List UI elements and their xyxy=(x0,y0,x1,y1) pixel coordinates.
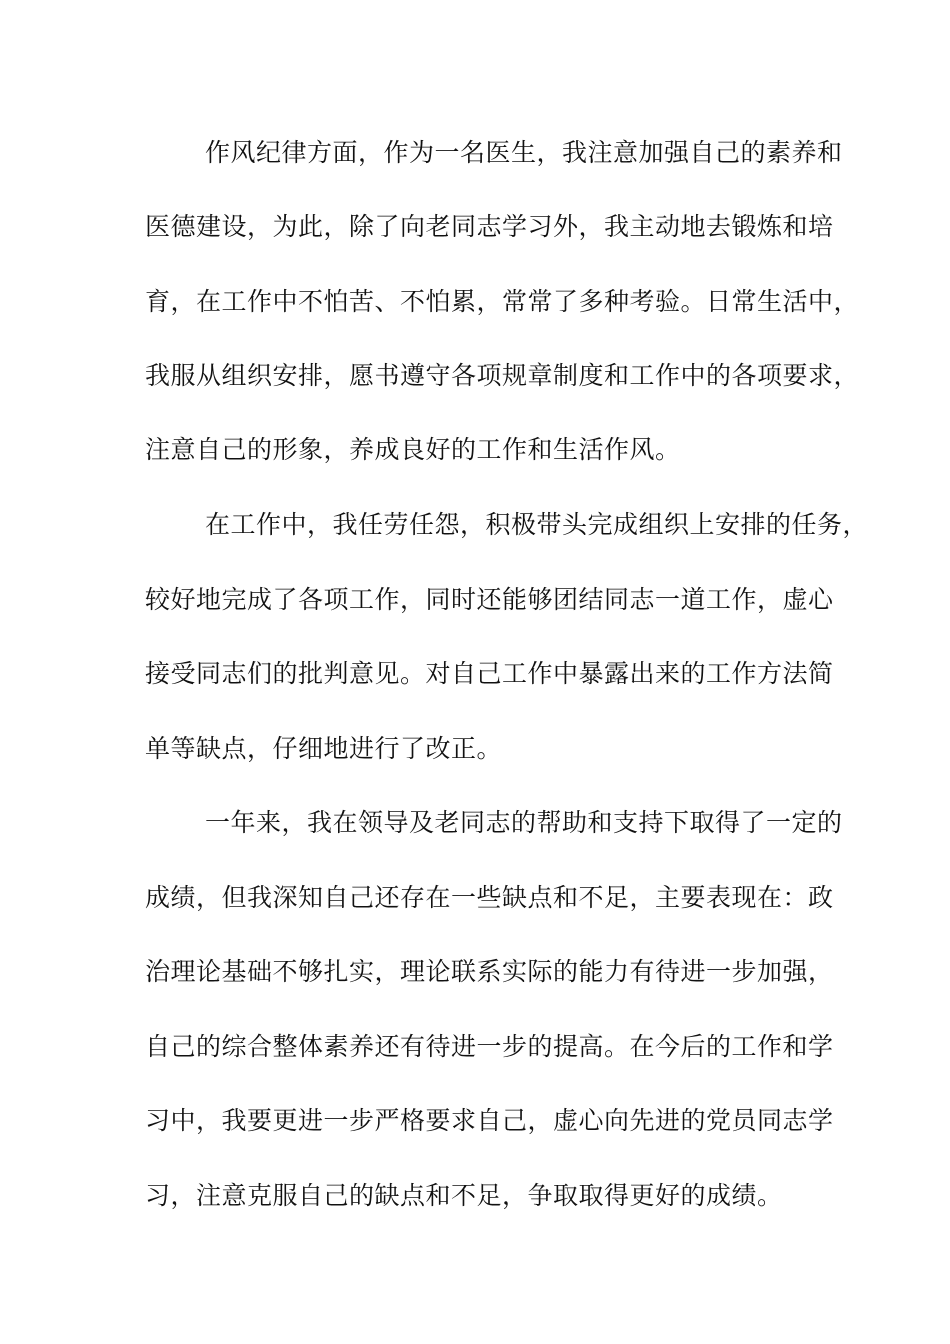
paragraph-2-line-2: 较好地完成了各项工作，同时还能够团结同志一道工作，虚心 xyxy=(145,585,834,614)
paragraph-3-line-1: 一年来，我在领导及老同志的帮助和支持下取得了一定的 xyxy=(205,808,843,837)
paragraph-3-line-6: 习，注意克服自己的缺点和不足，争取取得更好的成绩。 xyxy=(145,1181,783,1210)
paragraph-1-line-2: 医德建设，为此，除了向老同志学习外，我主动地去锻炼和培 xyxy=(145,212,834,241)
paragraph-3-line-4: 自己的综合整体素养还有待进一步的提高。在今后的工作和学 xyxy=(145,1032,834,1061)
paragraph-3-line-5: 习中，我要更进一步严格要求自己，虚心向先进的党员同志学 xyxy=(145,1106,834,1135)
paragraph-1-line-3: 育，在工作中不怕苦、不怕累，常常了多种考验。日常生活中， xyxy=(145,287,860,316)
paragraph-2-line-3: 接受同志们的批判意见。对自己工作中暴露出来的工作方法简 xyxy=(145,659,834,688)
paragraph-3-line-2: 成绩，但我深知自己还存在一些缺点和不足，主要表现在：政 xyxy=(145,883,834,912)
paragraph-1-line-1: 作风纪律方面，作为一名医生，我注意加强自己的素养和 xyxy=(205,138,843,167)
paragraph-2-line-4: 单等缺点，仔细地进行了改正。 xyxy=(145,734,503,763)
paragraph-1-line-5: 注意自己的形象，养成良好的工作和生活作风。 xyxy=(145,435,681,464)
paragraph-2-line-1: 在工作中，我任劳任怨，积极带头完成组织上安排的任务， xyxy=(205,510,869,539)
paragraph-1-line-4: 我服从组织安排，愿书遵守各项规章制度和工作中的各项要求， xyxy=(145,361,860,390)
paragraph-3-line-3: 治理论基础不够扎实，理论联系实际的能力有待进一步加强， xyxy=(145,957,834,986)
